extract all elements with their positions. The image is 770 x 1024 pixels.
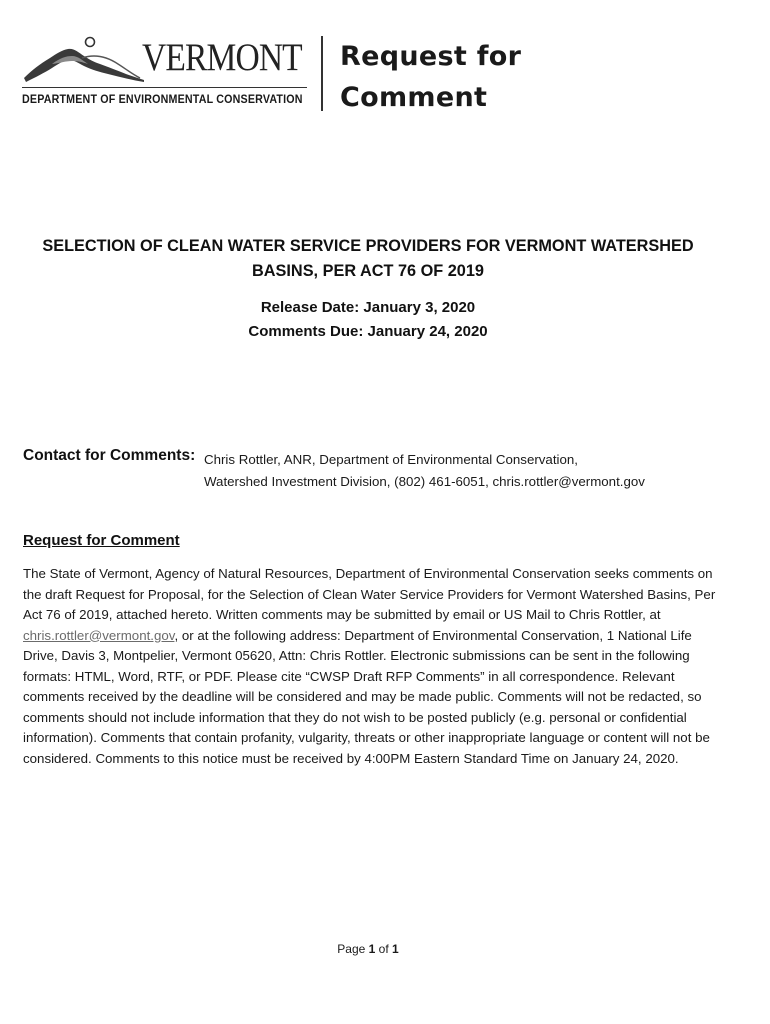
- document-title-line1: SELECTION OF CLEAN WATER SERVICE PROVIDERS FOR VERMONT WATERSHED: [42, 237, 694, 255]
- document-title-line2: BASINS, PER ACT 76 OF 2019: [252, 262, 484, 280]
- page-word: Page: [337, 942, 366, 956]
- current-page-number: 1: [368, 942, 376, 956]
- document-type-line1: Request for: [340, 41, 522, 72]
- section-heading: Request for Comment: [23, 532, 180, 549]
- comments-due-date: Comments Due: January 24, 2020: [248, 323, 488, 340]
- mountain-logo-icon: [22, 34, 152, 86]
- logo-rule: [22, 87, 307, 88]
- email-link[interactable]: chris.rottler@vermont.gov: [23, 627, 175, 643]
- total-page-count: 1: [392, 942, 399, 956]
- vermont-dec-logo: [22, 34, 312, 114]
- contact-line1: Chris Rottler, ANR, Department of Environmental Conservation,: [204, 452, 578, 467]
- dates-block: [20, 296, 716, 344]
- document-title: [20, 234, 716, 284]
- document-type-heading: [340, 36, 600, 118]
- logo-wordmark: VERMONT: [142, 36, 302, 79]
- document-type-line2: Comment: [340, 82, 488, 113]
- contact-details: [204, 449, 744, 493]
- paragraph-text-after-link: , or at the following address: Department of Environmental Conservation, 1 National Life Drive, Davis 3, Montpelier, Vermont 05620, Attn: Chris Rottler. Electronic submissions can be sent in the following formats: HTML, Word, RTF, or PDF. Please cite “CWSP Draft RFP Comments” in all correspondence. Relevant comments received by the deadline will be considered and may be made public. Comments will not be redacted, so comments should not include information that they do not wish to be posted publicly (e.g. personal or confidential information). Comments that contain profanity, vulgarity, threats or other inappropriate language or content will not be considered. Comments to this notice must be received by 4:00PM Eastern Standard Time on January 24, 2020.: [23, 627, 710, 766]
- page-number-footer: [0, 942, 736, 956]
- contact-label: Contact for Comments:: [23, 447, 196, 464]
- header-divider: [321, 36, 323, 111]
- request-body-paragraph: [23, 564, 723, 769]
- release-date: Release Date: January 3, 2020: [260, 299, 476, 316]
- paragraph-text-before-link: The State of Vermont, Agency of Natural Resources, Department of Environmental Conservation seeks comments on the draft Request for Proposal, for the Selection of Clean Water Service Providers for Vermont Watershed Basins, Per Act 76 of 2019, attached hereto. Written comments may be submitted by email or US Mail to Chris Rottler, at: [23, 566, 716, 622]
- of-word: of: [378, 942, 389, 956]
- contact-line2: Watershed Investment Division, (802) 461-6051, chris.rottler@vermont.gov: [204, 474, 645, 489]
- logo-department-name: DEPARTMENT OF ENVIRONMENTAL CONSERVATION: [22, 92, 303, 106]
